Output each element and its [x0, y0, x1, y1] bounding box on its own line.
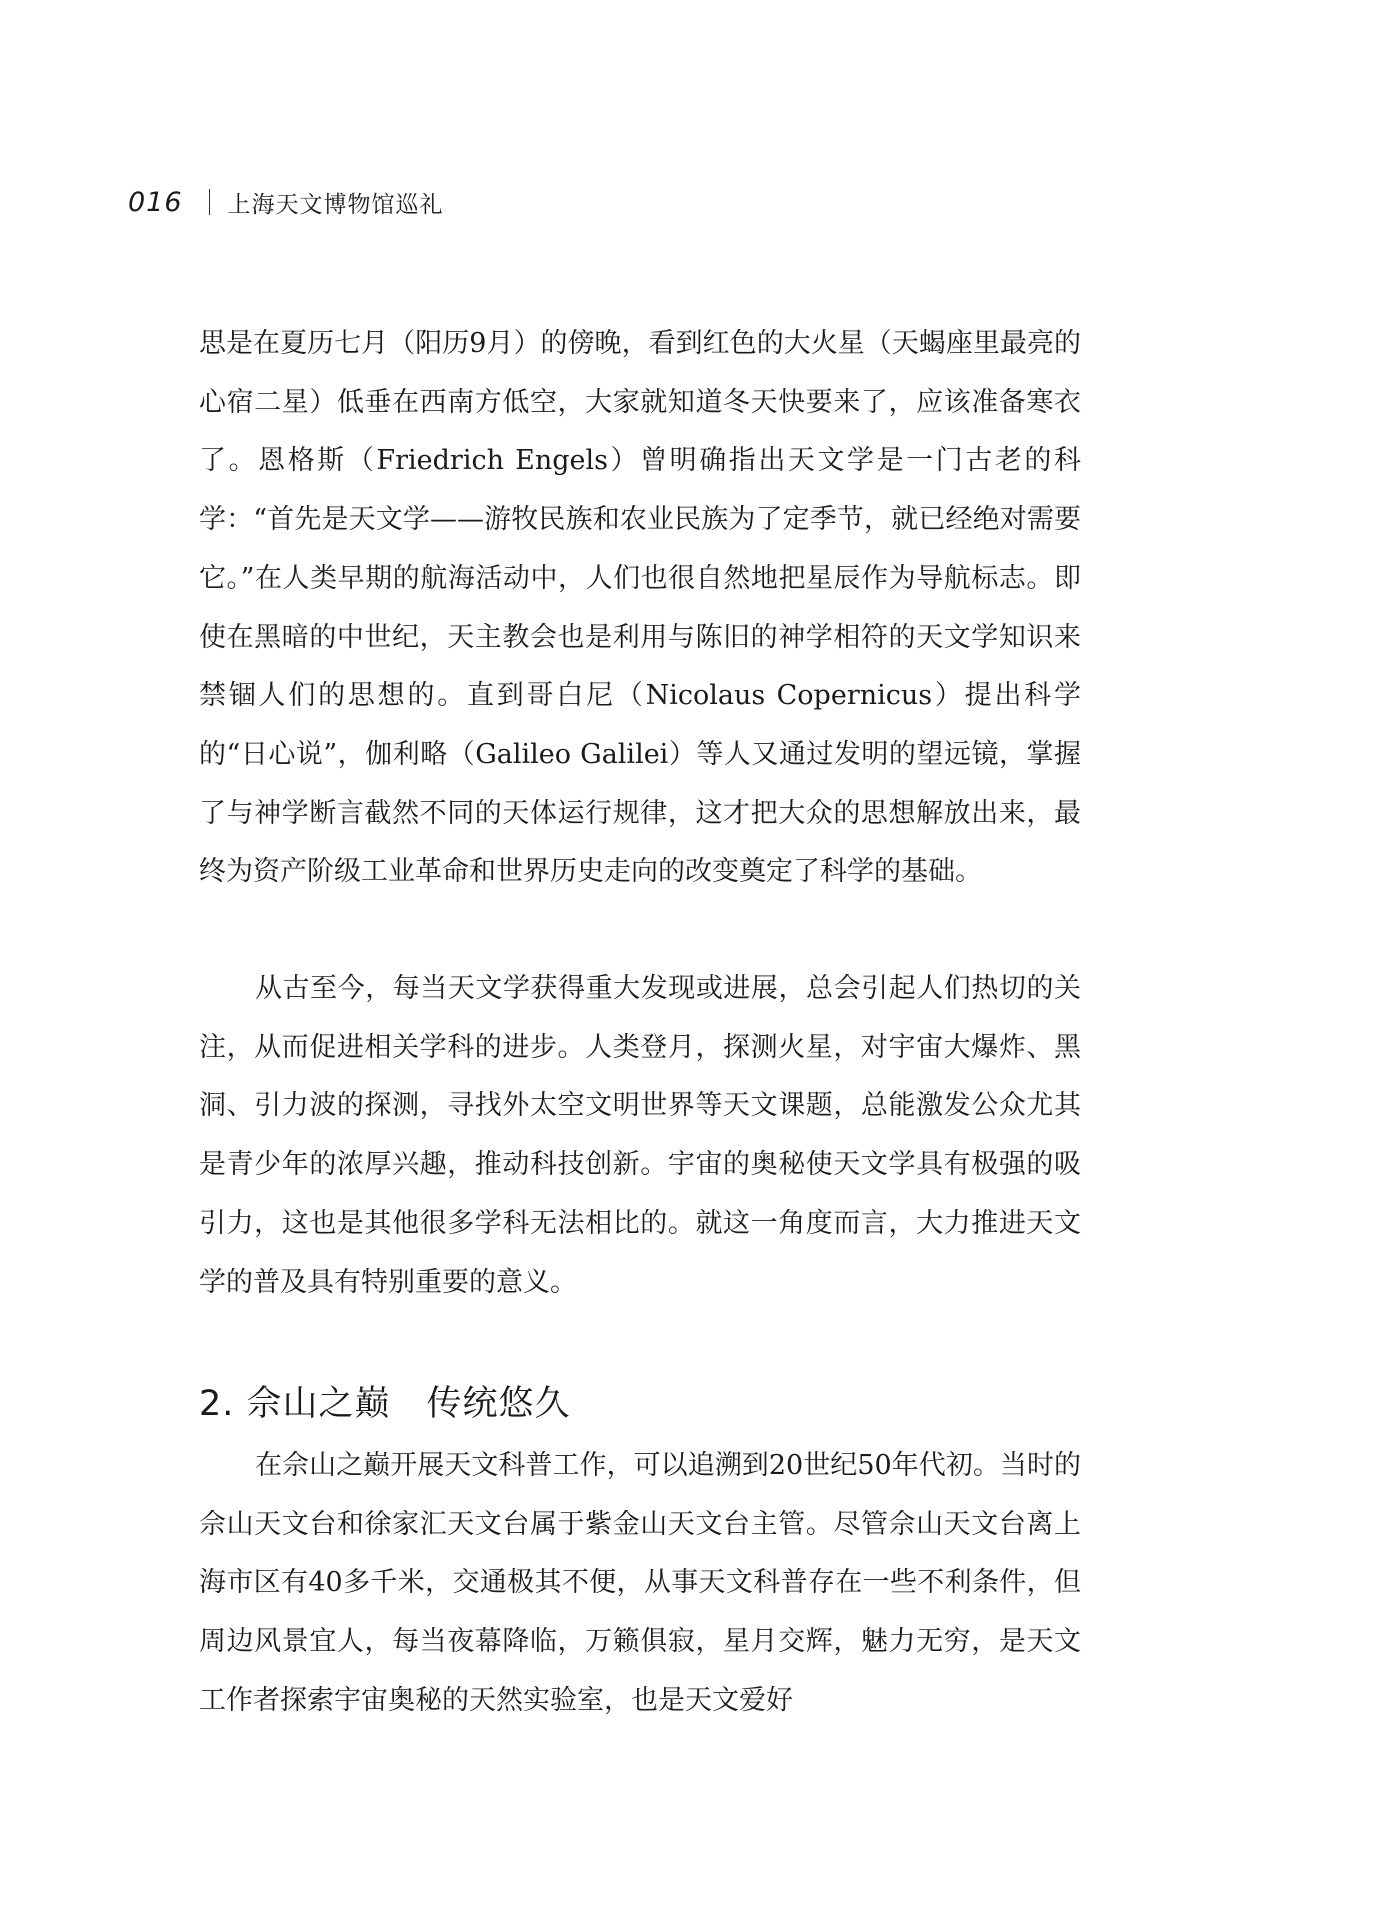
book-title: 上海天文博物馆巡礼: [227, 191, 444, 218]
paragraph-continued: 思是在夏历七月（阳历9月）的傍晚，看到红色的大火星（天蝎座里最亮的心宿二星）低垂在西南方低空，大家就知道冬天快要来了，应该准备寒衣了。恩格斯（Friedrich Engels）曾明确指出天文学是一门古老的科学：“首先是天文学——游牧民族和农业民族为了定季节，就已经绝对需要它。”在人类早期的航海活动中，人们也很自然地把星辰作为导航标志。即使在黑暗的中世纪，天主教会也是利用与陈旧的神学相符的天文学知识来禁锢人们的思想的。直到哥白尼（Nicolaus Copernicus）提出科学的“日心说”，伽利略（Galileo Galilei）等人又通过发明的望远镜，掌握了与神学断言截然不同的天体运行规律，这才把大众的思想解放出来，最终为资产阶级工业革命和世界历史走向的改变奠定了科学的基础。: [199, 328, 1081, 888]
paragraph-astronomy-significance: 从古至今，每当天文学获得重大发现或进展，总会引起人们热切的关注，从而促进相关学科的进步。人类登月，探测火星，对宇宙大爆炸、黑洞、引力波的探测，寻找外太空文明世界等天文课题，总能激发公众尤其是青少年的浓厚兴趣，推动科技创新。宇宙的奥秘使天文学具有极强的吸引力，这也是其他很多学科无法相比的。就这一角度而言，大力推进天文学的普及具有特别重要的意义。: [199, 973, 1081, 1298]
header-divider: [209, 189, 210, 215]
section-heading: 2. 佘山之巅 传统悠久: [199, 1384, 571, 1424]
paragraph-sheshan-history: 在佘山之巅开展天文科普工作，可以追溯到20世纪50年代初。当时的佘山天文台和徐家汇天文台属于紫金山天文台主管。尽管佘山天文台离上海市区有40多千米，交通极其不便，从事天文科普存在一些不利条件，但周边风景宜人，每当夜幕降临，万籁俱寂，星月交辉，魅力无穷，是天文工作者探索宇宙奥秘的天然实验室，也是天文爱好: [199, 1450, 1081, 1716]
page-number: 016: [128, 186, 183, 218]
running-head: [128, 182, 444, 222]
